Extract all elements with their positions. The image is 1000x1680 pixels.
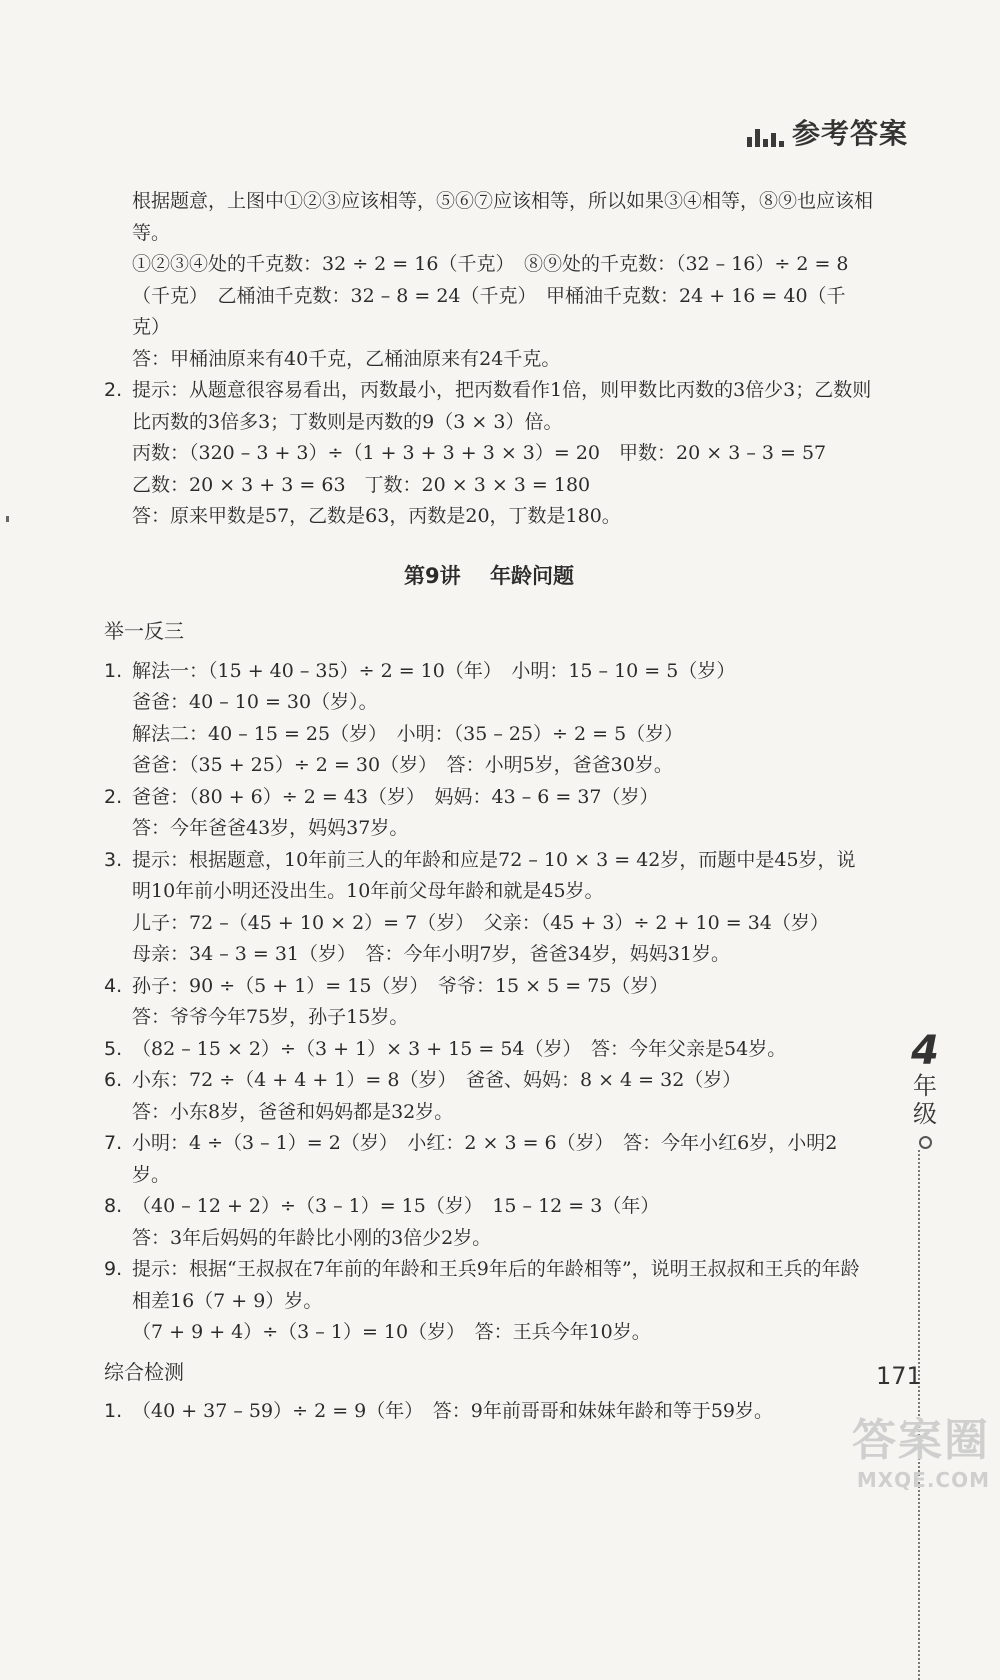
grade-label: 年级 <box>913 1072 937 1128</box>
item-line: 爸爸：40 – 10 = 30（岁）。 <box>132 691 378 713</box>
item-line: （82 – 15 × 2）÷（3 + 1）× 3 + 15 = 54（岁） 答：今年父亲是54岁。 <box>132 1037 787 1060</box>
item <box>104 1034 874 1066</box>
page-number: 171 <box>876 1362 922 1390</box>
item-number: 3. <box>104 848 123 871</box>
bars-icon <box>747 117 784 147</box>
intro-line: 答：甲桶油原来有40千克，乙桶油原来有24千克。 <box>132 347 561 370</box>
grade-number: 4 <box>911 1028 939 1074</box>
item <box>104 971 874 1034</box>
chapter-title: 第9讲 年龄问题 <box>404 563 574 588</box>
item-line: 母亲：34 – 3 = 31（岁） 答：今年小明7岁，爸爸34岁，妈妈31岁。 <box>132 943 730 965</box>
answer-content <box>104 186 874 1428</box>
watermark-url: MXQE.COM <box>856 1468 990 1492</box>
item-number: 2. <box>104 785 123 808</box>
item-number: 4. <box>104 974 123 997</box>
item-line: 答：今年爸爸43岁，妈妈37岁。 <box>132 817 409 839</box>
problem-line: 答：原来甲数是57，乙数是63，丙数是20，丁数是180。 <box>132 505 621 527</box>
problem-number: 2. <box>104 379 123 401</box>
item-line: 答：爷爷今年75岁，孙子15岁。 <box>132 1006 409 1028</box>
item <box>104 1254 874 1349</box>
item-line: （7 + 9 + 4）÷（3 – 1）= 10（岁） 答：王兵今年10岁。 <box>132 1321 651 1343</box>
intro-line: ①②③④处的千克数：32 ÷ 2 = 16（千克） ⑧⑨处的千克数：（32 – 16）÷ 2 = 8（千克） 乙桶油千克数：32 – 8 = 24（千克） 甲桶油千克数：24 + 16 = 40（千克） <box>132 253 849 338</box>
item-line: 小明：4 ÷（3 – 1）= 2（岁） 小红：2 × 3 = 6（岁） 答：今年小红6岁，小明2岁。 <box>132 1132 838 1186</box>
circle-icon <box>919 1136 932 1149</box>
item-line: 爸爸：（80 + 6）÷ 2 = 43（岁） 妈妈：43 – 6 = 37（岁） <box>132 785 659 808</box>
item-line: 爸爸：（35 + 25）÷ 2 = 30（岁） 答：小明5岁，爸爸30岁。 <box>132 754 673 776</box>
problem-2 <box>104 375 874 533</box>
item-line: 孙子：90 ÷（5 + 1）= 15（岁） 爷爷：15 × 5 = 75（岁） <box>132 974 669 997</box>
item <box>104 845 874 971</box>
item-number: 6. <box>104 1069 123 1091</box>
problem-line: 乙数：20 × 3 + 3 = 63 丁数：20 × 3 × 3 = 180 <box>132 473 591 496</box>
section-heading: 举一反三 <box>104 619 184 643</box>
section-heading: 综合检测 <box>104 1359 184 1384</box>
item-number: 9. <box>104 1258 123 1280</box>
item <box>104 1065 874 1128</box>
item <box>104 1396 874 1428</box>
item-line: 小东：72 ÷（4 + 4 + 1）= 8（岁） 爸爸、妈妈：8 × 4 = 32（岁） <box>132 1069 742 1091</box>
item-line: 解法二：40 – 15 = 25（岁） 小明：（35 – 25）÷ 2 = 5（岁） <box>132 722 684 745</box>
intro-line: 根据题意，上图中①②③应该相等，⑤⑥⑦应该相等，所以如果③④相等，⑧⑨也应该相等。 <box>132 190 874 244</box>
problem-line: 丙数：（320 – 3 + 3）÷（1 + 3 + 3 + 3 × 3）= 20 甲数：20 × 3 – 3 = 57 <box>132 442 827 464</box>
problem-line: 提示：从题意很容易看出，丙数最小，把丙数看作1倍，则甲数比丙数的3倍少3；乙数则比丙数的3倍多3；丁数则是丙数的9（3 × 3）倍。 <box>132 379 872 433</box>
watermark <box>852 1404 990 1492</box>
item-line: 儿子：72 –（45 + 10 × 2）= 7（岁） 父亲：（45 + 3）÷ 2 + 10 = 34（岁） <box>132 911 829 934</box>
scan-mark <box>6 516 9 522</box>
item <box>104 656 874 782</box>
watermark-text: 答案圈 <box>852 1415 990 1466</box>
item <box>104 1191 874 1254</box>
item-line: （40 + 37 – 59）÷ 2 = 9（年） 答：9年前哥哥和妹妹年龄和等于59岁。 <box>132 1400 774 1422</box>
item-line: （40 – 12 + 2）÷（3 – 1）= 15（岁） 15 – 12 = 3（年） <box>132 1195 660 1217</box>
item-number: 7. <box>104 1132 123 1154</box>
grade-tab <box>905 1030 945 1149</box>
item-line: 提示：根据“王叔叔在7年前的年龄和王兵9年后的年龄相等”，说明王叔叔和王兵的年龄相差16（7 + 9）岁。 <box>132 1258 860 1312</box>
item-number: 1. <box>104 659 123 682</box>
item <box>104 782 874 845</box>
item-line: 提示：根据题意，10年前三人的年龄和应是72 – 10 × 3 = 42岁，而题中是45岁，说明10年前小明还没出生。10年前父母年龄和就是45岁。 <box>132 848 856 902</box>
item-line: 答：3年后妈妈的年龄比小刚的3倍少2岁。 <box>132 1226 492 1249</box>
header-title: 参考答案 <box>791 117 908 150</box>
item-number: 8. <box>104 1195 123 1217</box>
item-line: 答：小东8岁，爸爸和妈妈都是32岁。 <box>132 1100 454 1123</box>
item <box>104 1128 874 1191</box>
item-line: 解法一：（15 + 40 – 35）÷ 2 = 10（年） 小明：15 – 10 = 5（岁） <box>132 659 736 682</box>
item-number: 1. <box>104 1400 123 1422</box>
page-header <box>747 112 908 152</box>
item-number: 5. <box>104 1037 123 1060</box>
